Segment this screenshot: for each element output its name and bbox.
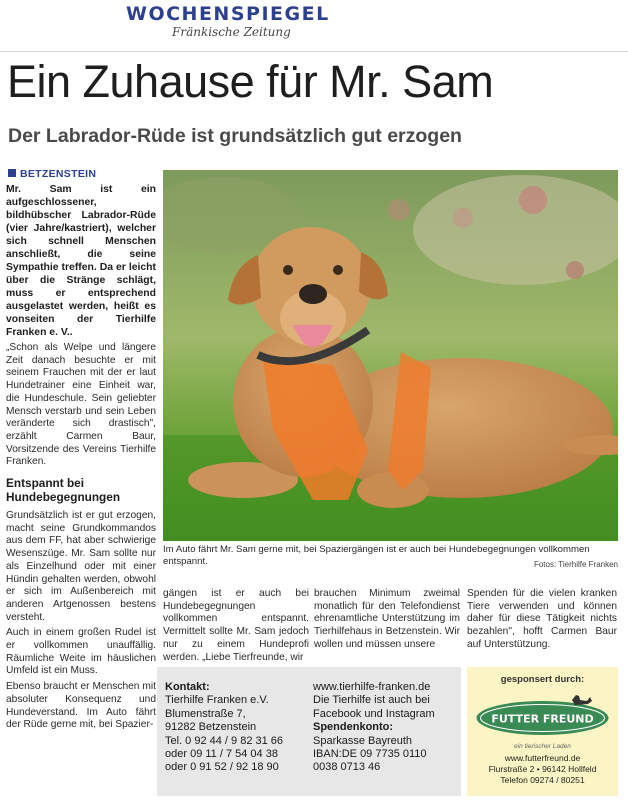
donation-bank: Sparkasse Bayreuth <box>313 734 413 747</box>
contact-tel-3: oder 0 91 52 / 92 18 90 <box>165 761 279 774</box>
donation-label: Spendenkonto: <box>313 721 394 734</box>
sponsor-contact <box>467 753 618 786</box>
contact-street: Blumenstraße 7, <box>165 707 246 720</box>
photo-credit: Fotos: Tierhilfe Franken <box>533 560 618 569</box>
masthead <box>0 0 628 52</box>
article-headline: Ein Zuhause für Mr. Sam <box>7 56 494 107</box>
article-subheading: Entspannt bei Hundebegegnungen <box>6 476 121 504</box>
sponsor-web-link[interactable]: www.futterfreund.de <box>504 753 581 763</box>
column-3: brauchen Minimum zweimal monatlich für den Telefondienst ehrenamtliche Unterstützung im Tierhilfehaus in Betzenstein. Wir wollen und müssen unsere <box>314 588 460 650</box>
article-lead: Mr. Sam ist ein aufgeschlossener, bildhübscher Labrador-Rüde (vier Jahre/kastriert), welcher sich schnell Menschen anschließt, die seine Sympathie treffen. Da er leicht über die Stränge schlägt, muss er entsprechend ausgelastet werden, heißt es vonseiten der Tierhilfe Franken e. V.. <box>6 184 156 338</box>
column-2: gängen ist er auch bei Hundebegegnungen vollkommen entspannt. Vermittelt sollte Mr. Sam jedoch nur zu einem Hundeprofi werden. „Liebe Tierfreunde, wir <box>163 588 309 663</box>
contact-web-link[interactable]: www.tierhilfe-franken.de <box>313 681 431 693</box>
location-tag <box>8 168 96 180</box>
sponsor-address: Flurstraße 2 • 96142 Hollfeld <box>488 764 597 774</box>
contact-box <box>157 667 461 796</box>
sponsor-box <box>467 667 618 796</box>
logo-text: FUTTER FREUND <box>491 712 594 726</box>
contact-label: Kontakt: <box>165 681 210 693</box>
masthead-name: WOCHENSPIEGEL <box>126 3 330 25</box>
column-4: Spenden für die vielen kranken Tiere verwenden und können daher für diese Tätigkeit nichts bezahlen", hofft Carmen Baur auf Unterstützung. <box>467 588 617 650</box>
dog-silhouette-icon <box>572 695 592 705</box>
masthead-subtitle: Fränkische Zeitung <box>172 25 291 39</box>
donation-iban-2: 0038 0713 46 <box>313 761 381 774</box>
donation-iban-1: IBAN:DE 09 7735 0110 <box>313 748 427 761</box>
photo-caption: Im Auto fährt Mr. Sam gerne mit, bei Spaziergängen ist er auch bei Hundebegegnungen vollkommen entspannt. <box>163 544 590 567</box>
paragraph-2: Grundsätzlich ist er gut erzogen, macht seine Grundkommandos aus dem FF, hat aber schwierige Wesenszüge. Mr. Sam sollte nur als Einzelhund oder mit einer Hündin gehalten werden, obwohl er sich im Außenbereich mit anderen Artgenossen bestens versteht. <box>6 510 156 623</box>
paragraph-1: „Schon als Welpe und längere Zeit danach besuchte er mit seinem Frauchen mit der er laut Hundetrainer eine Einheit war, die Hundeschule. Sein geliebter Mensch verstarb und sein Leben veränderte sich drastisch", erzählt Carmen Baur, Vorsitzende des Vereins Tierhilfe Franken. <box>6 342 156 468</box>
square-icon <box>8 169 16 177</box>
location-label: BETZENSTEIN <box>20 168 97 180</box>
contact-address <box>165 681 309 775</box>
column-1 <box>6 183 156 735</box>
contact-social-1: Die Tierhilfe ist auch bei <box>313 694 430 707</box>
sponsor-tagline: ein tierischer Laden <box>514 743 571 750</box>
sponsor-phone: Telefon 09274 / 80251 <box>500 775 585 785</box>
contact-org: Tierhilfe Franken e.V. <box>165 694 269 707</box>
paragraph-3: Auch in einem großen Rudel ist er vollkommen unauffällig. Räumliche Weite im häuslichen Umfeld ist ein Muss. <box>6 627 156 677</box>
contact-tel-1: Tel. 0 92 44 / 9 82 31 66 <box>165 734 284 747</box>
dog-photo <box>163 170 618 541</box>
futterfreund-logo <box>472 691 613 737</box>
contact-online <box>313 681 461 775</box>
contact-city: 91282 Betzenstein <box>165 721 257 734</box>
paragraph-4: Ebenso braucht er Menschen mit absoluter Konsequenz und Hundeverstand. Im Auto fährt der Rüde gerne mit, bei Spazier- <box>6 681 156 731</box>
article-subheadline: Der Labrador-Rüde ist grundsätzlich gut erzogen <box>8 125 462 147</box>
contact-social-2: Facebook und Instagram <box>313 707 435 720</box>
contact-tel-2: oder 09 11 / 7 54 04 38 <box>165 748 278 761</box>
sponsor-label: gesponsert durch: <box>500 674 585 685</box>
